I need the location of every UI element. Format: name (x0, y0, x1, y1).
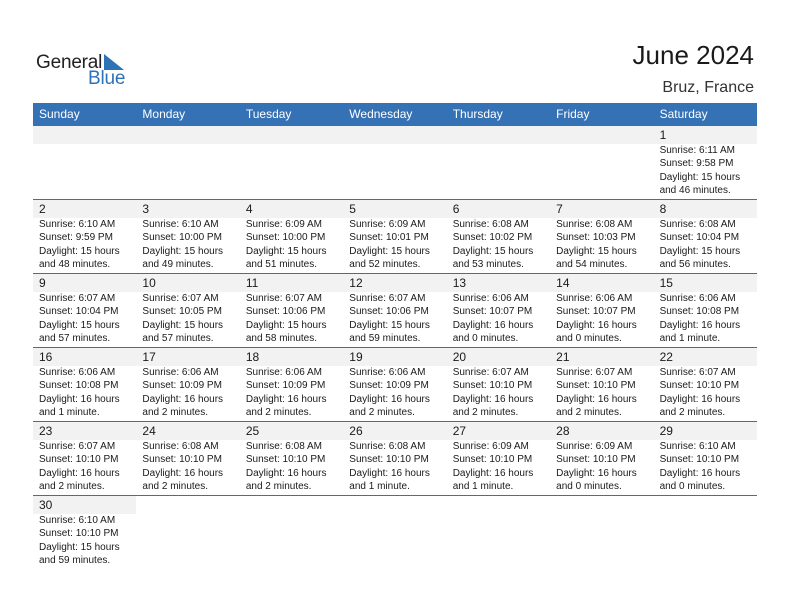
sun-info: Sunrise: 6:06 AM Sunset: 10:07 PM Daylight: 16 hours and 0 minutes. (452, 293, 534, 344)
week-row (33, 348, 757, 422)
day-cell (343, 200, 446, 273)
day-cell (33, 348, 136, 421)
sun-info: Sunrise: 6:08 AM Sunset: 10:04 PM Daylight: 15 hours and 56 minutes. (659, 219, 741, 270)
day-cell (240, 200, 343, 273)
weeks-container (33, 126, 757, 569)
sun-info: Sunrise: 6:08 AM Sunset: 10:02 PM Daylight: 15 hours and 53 minutes. (452, 219, 534, 270)
day-cell (33, 200, 136, 273)
day-cell (654, 348, 757, 421)
day-number: 12 (349, 276, 363, 290)
day-number: 21 (556, 350, 570, 364)
day-cell (654, 274, 757, 347)
sun-info: Sunrise: 6:10 AM Sunset: 10:00 PM Daylight: 15 hours and 49 minutes. (142, 219, 224, 270)
day-number: 1 (659, 128, 667, 142)
day-number: 18 (245, 350, 260, 364)
location-label: Bruz, France (662, 79, 754, 96)
day-cell (136, 274, 239, 347)
weekday-header: Saturday (659, 107, 708, 121)
weekday-header: Wednesday (349, 107, 413, 121)
empty-day-cell (343, 126, 446, 199)
sun-info: Sunrise: 6:07 AM Sunset: 10:05 PM Daylight: 15 hours and 57 minutes. (142, 293, 224, 344)
page-title: June 2024 (632, 40, 754, 70)
sun-info: Sunrise: 6:11 AM Sunset: 9:58 PM Daylight: 15 hours and 46 minutes. (659, 145, 741, 196)
day-number: 9 (39, 276, 46, 290)
day-number: 5 (349, 202, 356, 216)
empty-day-cell (447, 126, 550, 199)
sun-info: Sunrise: 6:07 AM Sunset: 10:10 PM Daylight: 16 hours and 2 minutes. (39, 441, 120, 492)
week-row (33, 496, 757, 569)
day-number: 10 (142, 276, 156, 290)
week-row (33, 200, 757, 274)
day-number-band (343, 126, 446, 144)
day-cell (550, 274, 653, 347)
sun-info: Sunrise: 6:06 AM Sunset: 10:09 PM Daylight: 16 hours and 2 minutes. (245, 367, 327, 418)
sun-info: Sunrise: 6:10 AM Sunset: 9:59 PM Daylight: 15 hours and 48 minutes. (39, 219, 120, 270)
sun-info: Sunrise: 6:07 AM Sunset: 10:06 PM Daylight: 15 hours and 58 minutes. (245, 293, 327, 344)
sun-info: Sunrise: 6:07 AM Sunset: 10:10 PM Daylight: 16 hours and 2 minutes. (452, 367, 534, 418)
day-number: 20 (452, 350, 467, 364)
weekday-header: Sunday (39, 107, 80, 121)
day-cell (654, 126, 757, 199)
day-cell (447, 274, 550, 347)
weekday-header: Thursday (452, 107, 503, 121)
day-cell (136, 200, 239, 273)
day-number: 22 (659, 350, 673, 364)
day-cell (550, 200, 653, 273)
sun-info: Sunrise: 6:06 AM Sunset: 10:09 PM Daylight: 16 hours and 2 minutes. (142, 367, 224, 418)
day-cell (654, 422, 757, 495)
weekday-header: Monday (142, 107, 186, 121)
logo-word-general: General (36, 52, 103, 73)
day-number: 7 (556, 202, 563, 216)
logo-word-blue: Blue (88, 68, 126, 89)
day-number: 23 (39, 424, 53, 438)
sun-info: Sunrise: 6:09 AM Sunset: 10:10 PM Daylight: 16 hours and 1 minute. (452, 441, 534, 492)
day-number-band (33, 126, 136, 144)
day-number: 15 (659, 276, 673, 290)
sun-info: Sunrise: 6:06 AM Sunset: 10:07 PM Daylight: 16 hours and 0 minutes. (556, 293, 637, 344)
calendar-grid (33, 103, 757, 569)
weekday-header: Friday (556, 107, 590, 121)
sun-info: Sunrise: 6:10 AM Sunset: 10:10 PM Daylight: 16 hours and 0 minutes. (659, 441, 741, 492)
day-number: 14 (556, 276, 570, 290)
sun-info: Sunrise: 6:07 AM Sunset: 10:06 PM Daylight: 15 hours and 59 minutes. (349, 293, 430, 344)
day-number: 24 (142, 424, 156, 438)
day-number-band (136, 126, 239, 144)
sun-info: Sunrise: 6:07 AM Sunset: 10:10 PM Daylight: 16 hours and 2 minutes. (556, 367, 637, 418)
day-cell (343, 274, 446, 347)
day-number: 17 (142, 350, 156, 364)
day-number: 2 (39, 202, 46, 216)
day-number: 25 (245, 424, 260, 438)
sun-info: Sunrise: 6:06 AM Sunset: 10:08 PM Daylight: 16 hours and 1 minute. (39, 367, 120, 418)
logo (36, 50, 146, 90)
empty-day-cell (136, 126, 239, 199)
day-number: 4 (245, 202, 253, 216)
sun-info: Sunrise: 6:09 AM Sunset: 10:01 PM Daylight: 15 hours and 52 minutes. (349, 219, 430, 270)
day-cell (550, 348, 653, 421)
day-number: 13 (452, 276, 467, 290)
sun-info: Sunrise: 6:10 AM Sunset: 10:10 PM Daylight: 15 hours and 59 minutes. (39, 515, 120, 566)
empty-day-cell (550, 126, 653, 199)
week-row (33, 274, 757, 348)
day-number-band (240, 126, 343, 144)
day-number: 29 (659, 424, 673, 438)
day-cell (447, 422, 550, 495)
day-cell (33, 422, 136, 495)
day-number: 11 (245, 276, 259, 290)
day-cell (343, 348, 446, 421)
sun-info: Sunrise: 6:08 AM Sunset: 10:10 PM Daylight: 16 hours and 1 minute. (349, 441, 430, 492)
day-number: 27 (452, 424, 467, 438)
day-cell (136, 348, 239, 421)
day-cell (550, 422, 653, 495)
empty-day-cell (33, 126, 136, 199)
day-cell (33, 274, 136, 347)
weekday-header: Tuesday (245, 107, 292, 121)
empty-day-cell (240, 126, 343, 199)
day-number-band (447, 126, 550, 144)
day-number-band (550, 126, 653, 144)
sun-info: Sunrise: 6:07 AM Sunset: 10:04 PM Daylight: 15 hours and 57 minutes. (39, 293, 120, 344)
day-number: 26 (349, 424, 363, 438)
day-cell (240, 274, 343, 347)
day-number: 19 (349, 350, 363, 364)
week-row (33, 126, 757, 200)
sun-info: Sunrise: 6:09 AM Sunset: 10:10 PM Daylight: 16 hours and 0 minutes. (556, 441, 637, 492)
sun-info: Sunrise: 6:08 AM Sunset: 10:10 PM Daylight: 16 hours and 2 minutes. (245, 441, 327, 492)
day-cell (447, 348, 550, 421)
weekday-header-row (33, 103, 757, 126)
sun-info: Sunrise: 6:08 AM Sunset: 10:10 PM Daylight: 16 hours and 2 minutes. (142, 441, 224, 492)
week-row (33, 422, 757, 496)
day-cell (136, 422, 239, 495)
sun-info: Sunrise: 6:06 AM Sunset: 10:09 PM Daylight: 16 hours and 2 minutes. (349, 367, 430, 418)
day-cell (343, 422, 446, 495)
day-number: 8 (659, 202, 667, 216)
sun-info: Sunrise: 6:06 AM Sunset: 10:08 PM Daylight: 16 hours and 1 minute. (659, 293, 741, 344)
day-number: 3 (142, 202, 150, 216)
day-cell (33, 496, 136, 569)
sun-info: Sunrise: 6:08 AM Sunset: 10:03 PM Daylight: 15 hours and 54 minutes. (556, 219, 637, 270)
day-cell (447, 200, 550, 273)
day-number: 30 (39, 498, 53, 512)
sun-info: Sunrise: 6:09 AM Sunset: 10:00 PM Daylight: 15 hours and 51 minutes. (245, 219, 327, 270)
day-cell (240, 348, 343, 421)
day-cell (654, 200, 757, 273)
day-number: 16 (39, 350, 53, 364)
sun-info: Sunrise: 6:07 AM Sunset: 10:10 PM Daylight: 16 hours and 2 minutes. (659, 367, 741, 418)
day-number: 6 (452, 202, 460, 216)
day-number: 28 (556, 424, 570, 438)
day-cell (240, 422, 343, 495)
